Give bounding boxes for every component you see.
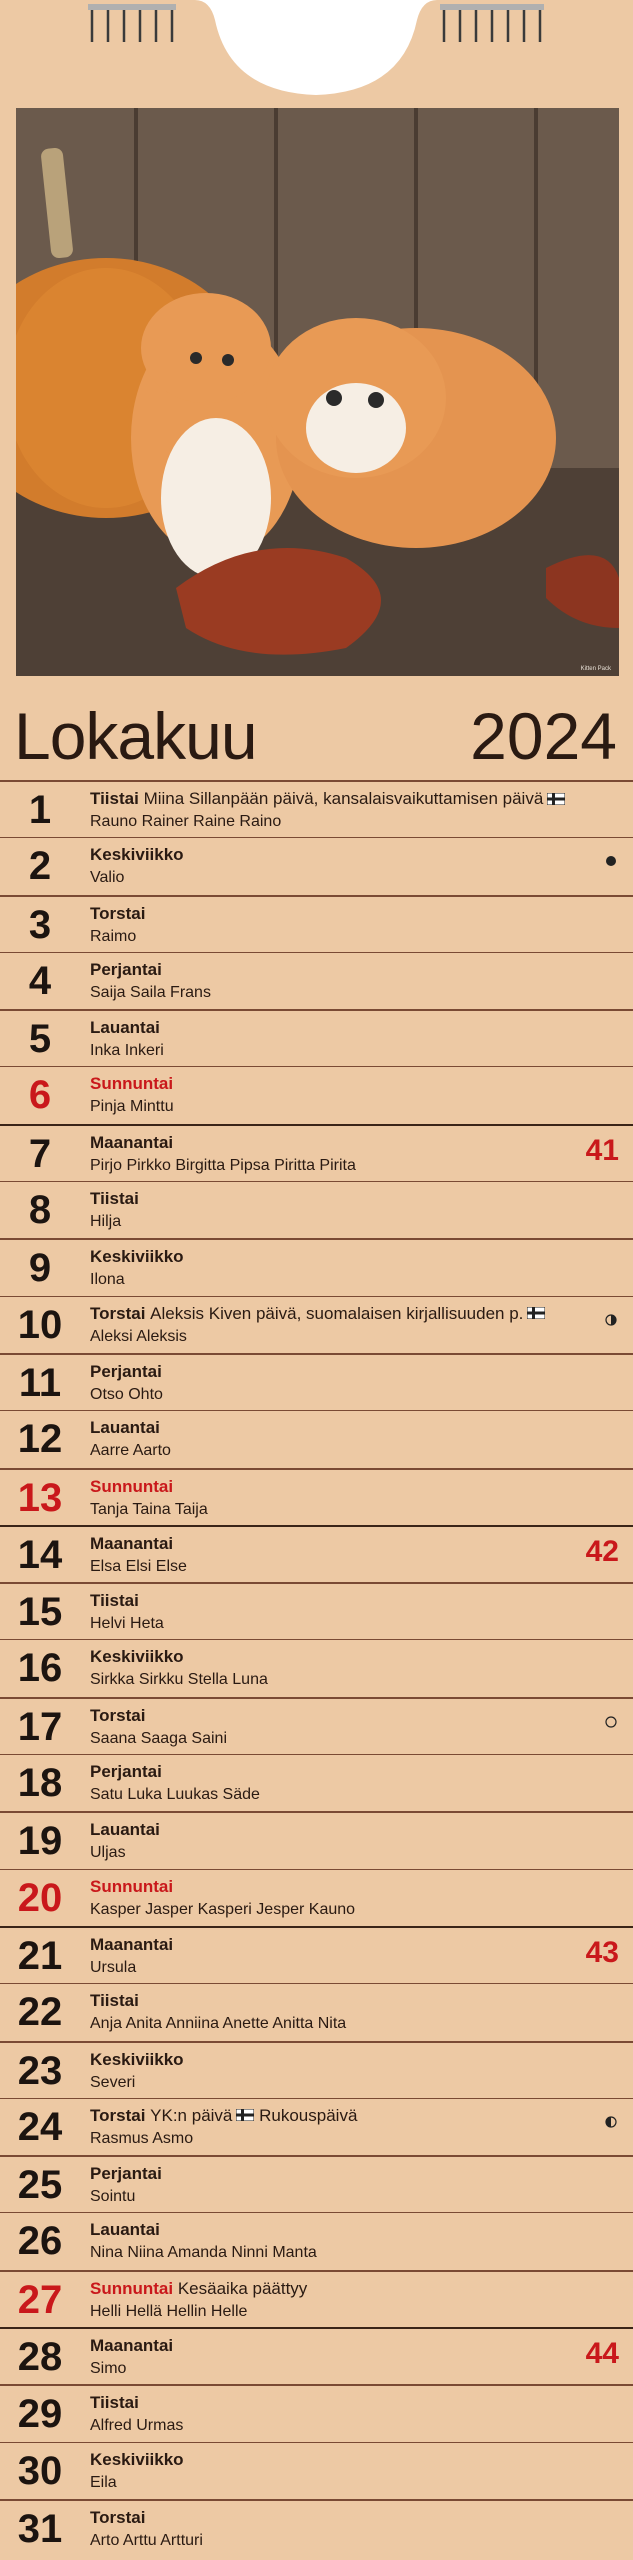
kittens-illustration xyxy=(16,108,619,676)
weekday-label: Perjantai xyxy=(90,2164,162,2184)
day-number: 26 xyxy=(17,2219,63,2264)
month-header xyxy=(0,690,633,780)
weekday xyxy=(90,904,145,924)
weekday-label: Lauantai xyxy=(90,2220,160,2240)
day-row xyxy=(0,2270,633,2327)
name-day-names: Elsa Elsi Else xyxy=(90,1557,187,1575)
name-day-names: Helli Hellä Hellin Helle xyxy=(90,2302,248,2320)
day-number: 6 xyxy=(28,1073,52,1118)
name-day-names: Sointu xyxy=(90,2188,136,2206)
day-number: 2 xyxy=(28,844,52,889)
photo-credit: Kitten Pack xyxy=(580,666,611,672)
day-number: 29 xyxy=(17,2392,63,2437)
day-row xyxy=(0,837,633,894)
flag-day-icon xyxy=(236,2106,254,2126)
weekday xyxy=(90,1189,139,1209)
weekday-label: Maanantai xyxy=(90,1533,174,1553)
day-row xyxy=(0,1582,633,1639)
flag-day-icon xyxy=(547,790,565,810)
weekday xyxy=(90,1418,160,1438)
day-number: 24 xyxy=(17,2104,63,2149)
day-number: 16 xyxy=(17,1646,63,1691)
full-moon-icon xyxy=(605,1716,617,1728)
day-number: 30 xyxy=(17,2448,63,2493)
day-number: 10 xyxy=(17,1302,63,1347)
day-row xyxy=(0,1066,633,1123)
day-number: 14 xyxy=(17,1532,63,1577)
weekday xyxy=(90,2164,162,2184)
weekday xyxy=(90,1591,139,1611)
day-event: YK:n päivä xyxy=(150,2105,233,2125)
weekday xyxy=(90,2508,145,2528)
weekday-label: Lauantai xyxy=(90,1018,160,1038)
week-number: 43 xyxy=(585,1935,619,1969)
weekday xyxy=(90,1820,160,1840)
day-event-2: Rukouspäivä xyxy=(259,2105,358,2125)
week-number: 42 xyxy=(585,1534,619,1568)
weekday xyxy=(90,1762,162,1782)
day-number: 18 xyxy=(17,1761,63,1806)
month-title: Lokakuu xyxy=(14,699,257,773)
day-row xyxy=(0,1124,633,1181)
day-number: 27 xyxy=(17,2277,63,2322)
name-day-names: Simo xyxy=(90,2360,127,2378)
name-day-names: Valio xyxy=(90,869,125,887)
weekday-label: Torstai xyxy=(90,2105,146,2125)
weekday-label: Sunnuntai xyxy=(90,1074,174,1094)
weekday-label: Perjantai xyxy=(90,1762,162,1782)
name-day-names: Ilona xyxy=(90,1271,125,1289)
name-day-names: Helvi Heta xyxy=(90,1615,164,1633)
day-number: 1 xyxy=(28,788,52,832)
day-row xyxy=(0,2041,633,2098)
weekday-label: Perjantai xyxy=(90,1361,162,1381)
name-day-names: Inka Inkeri xyxy=(90,1042,164,1060)
day-row xyxy=(0,1410,633,1467)
name-day-names: Rasmus Asmo xyxy=(90,2129,194,2147)
day-row xyxy=(0,2384,633,2441)
weekday-label: Maanantai xyxy=(90,1934,174,1954)
day-row xyxy=(0,1353,633,1410)
name-day-names: Severi xyxy=(90,2073,136,2091)
day-number: 23 xyxy=(17,2048,63,2093)
day-event: Miina Sillanpään päivä, kansalaisvaikuttamisen päivä xyxy=(143,789,544,808)
flag-day-icon xyxy=(527,1304,545,1324)
weekday-label: Keskiviikko xyxy=(90,1647,184,1667)
weekday-label: Keskiviikko xyxy=(90,2449,184,2469)
weekday xyxy=(90,2220,160,2240)
weekday-label: Sunnuntai xyxy=(90,2278,174,2298)
weekday xyxy=(90,960,162,980)
weekday-label: Lauantai xyxy=(90,1418,160,1438)
weekday-label: Torstai xyxy=(90,1303,146,1323)
day-event: Kesäaika päättyy xyxy=(177,2278,308,2298)
day-number: 15 xyxy=(17,1590,63,1635)
day-row xyxy=(0,2155,633,2212)
day-row xyxy=(0,780,633,837)
day-number: 11 xyxy=(18,1360,62,1405)
kittens-photo xyxy=(16,108,619,676)
weekday xyxy=(90,1647,184,1667)
day-row xyxy=(0,1983,633,2040)
name-day-names: Alfred Urmas xyxy=(90,2417,184,2435)
weekday xyxy=(90,845,184,865)
day-number: 8 xyxy=(28,1188,52,1233)
name-day-names: Rauno Rainer Raine Raino xyxy=(90,813,282,830)
day-row xyxy=(0,1697,633,1754)
name-day-names: Hilja xyxy=(90,1213,122,1231)
day-row xyxy=(0,1296,633,1353)
weekday-label: Sunnuntai xyxy=(90,1476,174,1496)
weekday xyxy=(90,1018,160,1038)
weekday-label: Keskiviikko xyxy=(90,2049,184,2069)
day-row xyxy=(0,1525,633,1582)
day-number: 25 xyxy=(17,2163,63,2208)
day-event: Aleksis Kiven päivä, suomalaisen kirjallisuuden p. xyxy=(150,1303,524,1323)
day-number: 19 xyxy=(17,1819,63,1864)
weekday xyxy=(90,1706,145,1726)
weekday-label: Tiistai xyxy=(90,1189,139,1209)
day-number: 22 xyxy=(17,1990,63,2035)
name-day-names: Kasper Jasper Kasperi Jesper Kauno xyxy=(90,1900,356,1918)
weekday-label: Sunnuntai xyxy=(90,1876,174,1896)
new-moon-icon xyxy=(605,855,617,867)
weekday xyxy=(90,1935,173,1955)
week-number: 44 xyxy=(585,2337,619,2371)
name-day-names: Aleksi Aleksis xyxy=(90,1327,187,1345)
year-title: 2024 xyxy=(470,699,617,773)
day-row xyxy=(0,1639,633,1696)
name-day-names: Eila xyxy=(90,2473,117,2491)
day-row xyxy=(0,1811,633,1868)
name-day-names: Tanja Taina Taija xyxy=(90,1500,208,1518)
weekday-label: Torstai xyxy=(90,903,146,923)
day-number: 3 xyxy=(28,902,52,947)
weekday-label: Maanantai xyxy=(90,2336,174,2356)
day-row xyxy=(0,1926,633,1983)
day-row xyxy=(0,2442,633,2499)
weekday-label: Keskiviikko xyxy=(90,1247,184,1267)
day-row xyxy=(0,1754,633,1811)
weekday xyxy=(90,1877,173,1897)
weekday xyxy=(90,2050,184,2070)
name-day-names: Anja Anita Anniina Anette Anitta Nita xyxy=(90,2015,347,2033)
weekday xyxy=(90,1477,173,1497)
weekday-label: Maanantai xyxy=(90,1132,174,1152)
weekday xyxy=(90,2393,139,2413)
weekday-label: Torstai xyxy=(90,2507,146,2527)
name-day-names: Raimo xyxy=(90,927,137,945)
name-day-names: Nina Niina Amanda Ninni Manta xyxy=(90,2244,317,2262)
name-day-names: Saana Saaga Saini xyxy=(90,1729,227,1747)
weekday-label: Tiistai xyxy=(90,1591,139,1611)
binding-hanger xyxy=(0,0,633,100)
weekday xyxy=(90,1074,173,1094)
name-day-names: Pinja Minttu xyxy=(90,1098,174,1116)
weekday-label: Tiistai xyxy=(90,789,139,808)
weekday-label: Tiistai xyxy=(90,1991,139,2011)
weekday-label: Torstai xyxy=(90,1705,146,1725)
day-number: 31 xyxy=(17,2506,63,2551)
day-number: 5 xyxy=(28,1017,52,1062)
name-day-names: Satu Luka Luukas Säde xyxy=(90,1786,260,1804)
name-day-names: Pirjo Pirkko Birgitta Pipsa Piritta Pirita xyxy=(90,1156,356,1174)
weekday xyxy=(90,1362,162,1382)
name-day-names: Saija Saila Frans xyxy=(90,983,211,1001)
day-number: 17 xyxy=(17,1704,63,1749)
day-list xyxy=(0,780,633,2556)
day-row xyxy=(0,1009,633,1066)
day-number: 12 xyxy=(17,1417,63,1462)
weekday xyxy=(90,1991,139,2011)
name-day-names: Aarre Aarto xyxy=(90,1442,171,1460)
weekday-label: Lauantai xyxy=(90,1820,160,1840)
day-number: 28 xyxy=(17,2335,63,2380)
name-day-names: Sirkka Sirkku Stella Luna xyxy=(90,1671,268,1689)
weekday xyxy=(90,1534,173,1554)
weekday-label: Perjantai xyxy=(90,959,162,979)
name-day-names: Uljas xyxy=(90,1844,126,1862)
day-number: 4 xyxy=(28,958,52,1003)
weekday xyxy=(90,2450,184,2470)
name-day-names: Otso Ohto xyxy=(90,1385,163,1403)
day-row xyxy=(0,952,633,1009)
weekday-label: Keskiviikko xyxy=(90,845,184,865)
day-row xyxy=(0,2499,633,2556)
day-number: 13 xyxy=(17,1475,63,1520)
weekday xyxy=(90,2336,173,2356)
day-row xyxy=(0,2098,633,2155)
day-number: 7 xyxy=(28,1131,52,1176)
weekday xyxy=(90,1133,173,1153)
weekday xyxy=(90,1247,184,1267)
day-number: 21 xyxy=(17,1933,63,1978)
day-number: 9 xyxy=(28,1246,52,1291)
weekday xyxy=(90,789,565,810)
day-row xyxy=(0,2212,633,2269)
day-row xyxy=(0,2327,633,2384)
weekday xyxy=(90,2279,307,2299)
name-day-names: Arto Arttu Artturi xyxy=(90,2531,203,2549)
weekday xyxy=(90,1304,545,1325)
weekday-label: Tiistai xyxy=(90,2393,139,2413)
week-number: 41 xyxy=(585,1133,619,1167)
day-row xyxy=(0,1238,633,1295)
weekday xyxy=(90,2106,357,2127)
day-row xyxy=(0,895,633,952)
day-row xyxy=(0,1468,633,1525)
first-quarter-icon xyxy=(605,1314,617,1326)
name-day-names: Ursula xyxy=(90,1958,137,1976)
day-row xyxy=(0,1869,633,1926)
last-quarter-icon xyxy=(605,2116,617,2128)
day-row xyxy=(0,1181,633,1238)
day-number: 20 xyxy=(17,1875,63,1920)
